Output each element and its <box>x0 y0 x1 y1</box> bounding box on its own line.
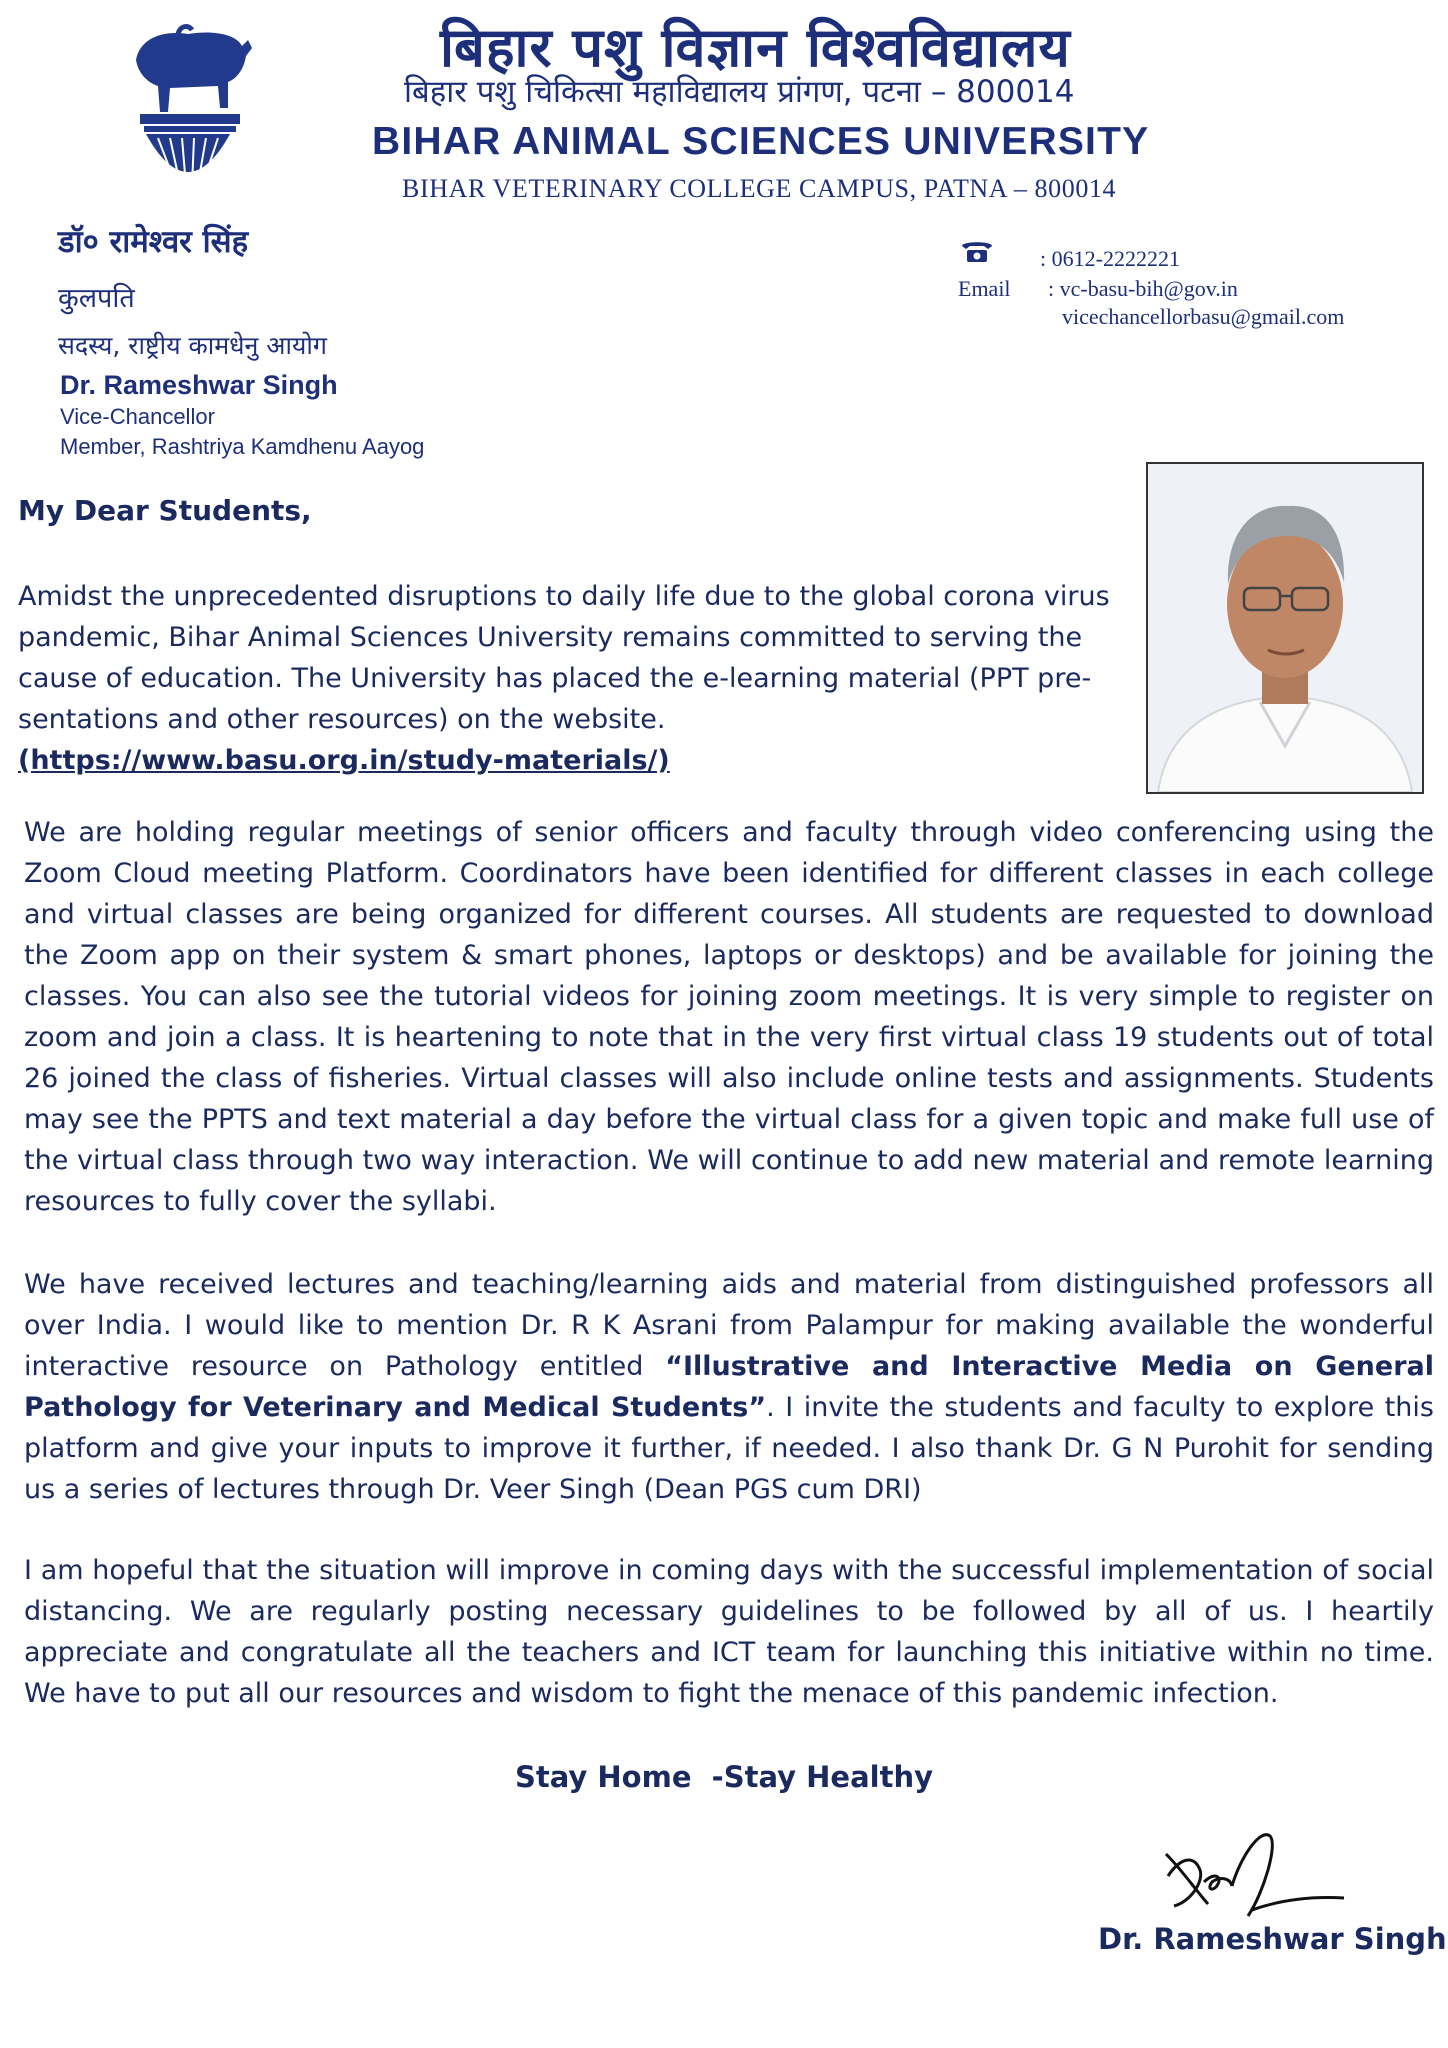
email-label: Email <box>958 276 1011 301</box>
hindi-university-name: बिहार पशु विज्ञान विश्वविद्यालय <box>440 16 1071 79</box>
email-address-official[interactable]: : vc-basu-bih@gov.in <box>1048 276 1238 301</box>
phone-number: : 0612-2222221 <box>1040 246 1180 271</box>
paragraph-3 <box>24 1264 1434 1510</box>
sender-member: Member, Rashtriya Kamdhenu Aayog <box>60 434 425 459</box>
sender-hindi-name: डॉ० रामेश्वर सिंह <box>58 224 249 260</box>
letter-salutation: My Dear Students, <box>18 494 312 527</box>
vice-chancellor-photo <box>1146 462 1424 794</box>
closing-slogan: Stay Home -Stay Healthy <box>514 1760 934 1794</box>
portrait-illustration <box>1148 464 1422 792</box>
sender-title: Vice-Chancellor <box>60 404 215 429</box>
paragraph-3-text-end: . I invite the students and faculty to explore this platform and give your inputs to improve it further, if needed. I also thank Dr. G N Purohit for sending us a series of lectures through Dr. Veer Singh (Dean PGS cum DRI) <box>24 1392 1434 1505</box>
paragraph-1-line: Amidst the unprecedented disruptions to daily life due to the global corona virus <box>18 581 1110 612</box>
paragraph-2: We are holding regular meetings of senior officers and faculty through video conferencing using the Zoom Cloud meeting Platform. Coordinators have been identified for different classes in each college and virtual classes are being organized for different courses. All students are requested to download the Zoom app on their system & smart phones, laptops or desktops) and be available for joining the classes. You can also see the tutorial videos for joining zoom meetings. It is very simple to register on zoom and join a class. It is heartening to note that in the very first virtual class 19 students out of total 26 joined the class of fisheries. Virtual classes will also include online tests and assignments. Students may see the PPTS and text material a day before the virtual class for a given topic and make full use of the virtual class through two way interaction. We will continue to add new material and remote learning resources to fully cover the syllabi. <box>24 817 1434 1217</box>
paragraph-1 <box>18 576 1138 781</box>
paragraph-1-line: sentations and other resources) on the website. <box>18 704 666 735</box>
english-campus-address: BIHAR VETERINARY COLLEGE CAMPUS, PATNA – 800014 <box>402 174 1117 203</box>
pathology-resource-title: “Illustrative and Interactive Media on General Pathology for Veterinary and Medical Students” <box>24 1351 1434 1423</box>
paragraph-4: I am hopeful that the situation will improve in coming days with the successful implementation of social distancing. We are regularly posting necessary guidelines to be followed by all of us. I heartily appreciate and congratulate all the teachers and ICT team for launching this initiative within no time. We have to put all our resources and wisdom to fight the menace of this pandemic infection. <box>24 1555 1434 1709</box>
hindi-campus-address: बिहार पशु चिकित्सा महाविद्यालय प्रांगण, पटना – 800014 <box>404 74 1075 110</box>
study-materials-link[interactable]: (https://www.basu.org.in/study-materials/) <box>18 745 670 776</box>
telephone-icon <box>960 238 994 264</box>
paragraph-1-line: pandemic, Bihar Animal Sciences University remains committed to serving the <box>18 622 1083 653</box>
english-university-name: BIHAR ANIMAL SCIENCES UNIVERSITY <box>372 120 1150 163</box>
paragraph-1-line: cause of education. The University has placed the e-learning material (PPT pre- <box>18 663 1092 694</box>
handwritten-signature <box>1160 1818 1350 1928</box>
sender-hindi-member: सदस्य, राष्ट्रीय कामधेनु आयोग <box>58 331 327 360</box>
sender-hindi-title: कुलपति <box>58 283 135 314</box>
paragraph-3-text-start: We have received lectures and teaching/learning aids and material from distinguished professors all over India. I would like to mention Dr. R K Asrani from Palampur for making available the wonderful interactive resource on Pathology entitled <box>24 1269 1434 1382</box>
signature-name: Dr. Rameshwar Singh <box>1098 1922 1447 1956</box>
email-address-gmail[interactable]: vicechancellorbasu@gmail.com <box>1062 304 1345 329</box>
sender-name: Dr. Rameshwar Singh <box>60 370 338 400</box>
emblem-bull-logo <box>118 20 258 200</box>
